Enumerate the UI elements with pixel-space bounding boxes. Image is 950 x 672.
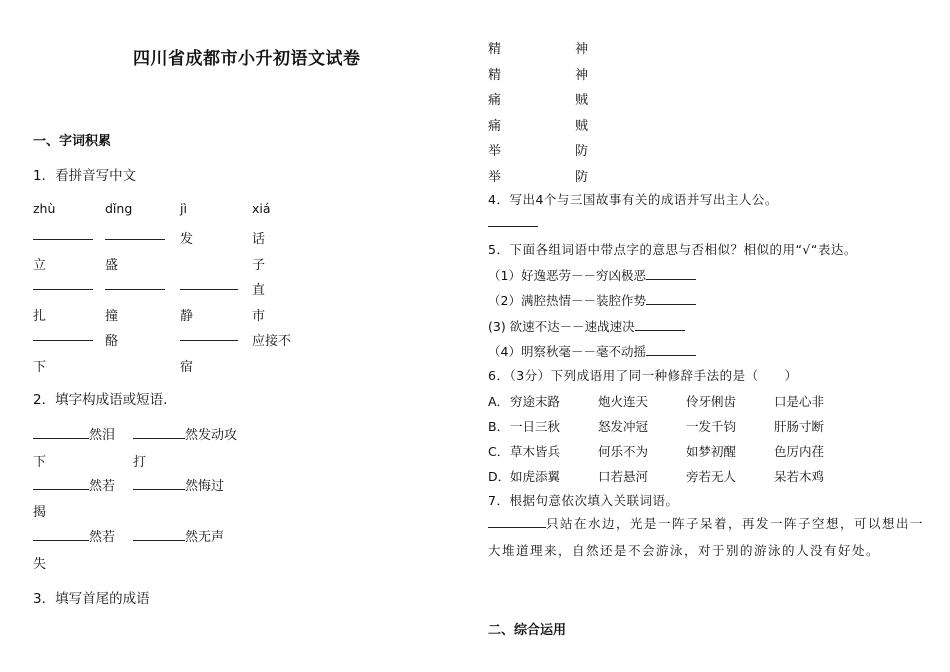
q6-option-item: 色厉内荏 — [774, 444, 825, 459]
q2-item: 然悔过 — [185, 479, 225, 494]
q6-option-item: 何乐不为 — [598, 444, 649, 459]
pair-left: 痛 — [488, 119, 502, 134]
q2-item: 然若 — [89, 530, 116, 545]
q6-option-label: B． — [488, 419, 510, 434]
q6-option-item: 肝肠寸断 — [774, 419, 825, 434]
q5-item: (3) 欲速不达－－速战速决 — [488, 319, 635, 334]
answer-blank[interactable] — [133, 426, 185, 439]
pair-left: 痛 — [488, 93, 502, 108]
grid-char: 宿 — [180, 360, 194, 375]
pair-right: 神 — [575, 68, 589, 83]
question-7-text: 只站在水边，光是一阵子呆着，再发一阵子空想，可以想出一大堆道理来，自然还是不会游泳，对于别的游泳的人没有好处。 — [488, 516, 925, 558]
grid-char: 直 — [252, 283, 266, 298]
grid-char: 静 — [180, 309, 194, 324]
q6-option-item: 炮火连天 — [598, 394, 649, 409]
q2-item: 然若 — [89, 479, 116, 494]
q6-option-item: 如梦初醒 — [686, 444, 737, 459]
q6-option-item: 伶牙俐齿 — [686, 394, 737, 409]
answer-blank[interactable] — [635, 318, 685, 331]
q6-option-label: D． — [488, 469, 511, 484]
q6-option-item: 呆若木鸡 — [774, 469, 825, 484]
q6-option-item: 口是心非 — [774, 394, 825, 409]
grid-char: 话 — [252, 232, 266, 247]
answer-blank[interactable] — [105, 277, 165, 290]
q2-item: 打 — [133, 455, 147, 470]
pinyin-4: xiá — [252, 201, 271, 216]
grid-char: 应接不 — [252, 334, 292, 349]
pair-left: 精 — [488, 68, 502, 83]
q5-item: （2）满腔热情－－装腔作势 — [488, 293, 646, 308]
answer-blank[interactable] — [488, 515, 546, 528]
answer-blank[interactable] — [33, 328, 93, 341]
q5-item: （4）明察秋毫－－毫不动摇 — [488, 344, 646, 359]
question-7: 7．根据句意依次填入关联词语。 — [488, 493, 679, 508]
q6-option-item: 如虎添翼 — [510, 469, 561, 484]
question-3: 3．填写首尾的成语 — [33, 591, 150, 607]
question-5: 5．下面各组词语中带点字的意思与否相似？相似的用“√“表达。 — [488, 242, 857, 257]
pair-right: 贼 — [575, 93, 589, 108]
q6-option-item: 一发千钧 — [686, 419, 737, 434]
grid-char: 市 — [252, 309, 266, 324]
q6-option-item: 草木皆兵 — [510, 444, 561, 459]
section-heading-1: 一、字词积累 — [33, 134, 112, 149]
grid-char: 下 — [33, 360, 47, 375]
answer-blank[interactable] — [33, 227, 93, 240]
grid-char: 撞 — [105, 309, 119, 324]
pinyin-2: dǐng — [105, 201, 133, 216]
grid-char: 发 — [180, 232, 194, 247]
q6-option-item: 穷途末路 — [510, 394, 561, 409]
answer-blank[interactable] — [105, 227, 165, 240]
question-7-paragraph — [488, 510, 928, 564]
q6-option-item: 怒发冲冠 — [598, 419, 649, 434]
answer-blank[interactable] — [33, 528, 89, 541]
grid-char: 扎 — [33, 309, 47, 324]
answer-blank[interactable] — [133, 477, 185, 490]
answer-blank[interactable] — [646, 267, 696, 280]
page-title: 四川省成都市小升初语文试卷 — [133, 49, 361, 69]
q5-item: （1）好逸恶劳－－穷凶极恶 — [488, 268, 646, 283]
question-6: 6．（3分）下列成语用了同一种修辞手法的是（ ） — [488, 368, 798, 383]
q2-item: 然发动攻 — [185, 428, 238, 443]
pair-left: 精 — [488, 42, 502, 57]
q2-item: 揭 — [33, 505, 47, 520]
q6-option-label: A． — [488, 394, 510, 409]
question-4: 4．写出4个与三国故事有关的成语并写出主人公。 — [488, 192, 778, 207]
grid-char: 子 — [252, 258, 266, 273]
grid-char: 盛 — [105, 258, 119, 273]
question-2: 2．填字构成语或短语. — [33, 392, 168, 408]
q6-option-item: 旁若无人 — [686, 469, 737, 484]
answer-blank[interactable] — [646, 292, 696, 305]
answer-blank[interactable] — [133, 528, 185, 541]
q2-item: 失 — [33, 557, 47, 572]
q2-item: 然泪 — [89, 428, 116, 443]
pinyin-3: jì — [180, 201, 187, 216]
answer-blank[interactable] — [488, 214, 538, 227]
answer-blank[interactable] — [33, 426, 89, 439]
grid-char: 立 — [33, 258, 47, 273]
pair-right: 神 — [575, 42, 589, 57]
pair-right: 防 — [575, 144, 589, 159]
question-1: 1．看拼音写中文 — [33, 168, 137, 184]
section-heading-2: 二、综合运用 — [488, 623, 567, 638]
answer-blank[interactable] — [33, 477, 89, 490]
pair-left: 举 — [488, 144, 502, 159]
q2-item: 下 — [33, 455, 47, 470]
pair-left: 举 — [488, 170, 502, 185]
answer-blank[interactable] — [33, 277, 93, 290]
q6-option-label: C． — [488, 444, 510, 459]
q2-item: 然无声 — [185, 530, 225, 545]
pinyin-1: zhù — [33, 201, 56, 216]
q6-option-item: 一日三秋 — [510, 419, 561, 434]
answer-blank[interactable] — [180, 277, 238, 290]
answer-blank[interactable] — [646, 343, 696, 356]
answer-blank[interactable] — [180, 328, 238, 341]
pair-right: 贼 — [575, 119, 589, 134]
grid-char: 酪 — [105, 334, 119, 349]
pair-right: 防 — [575, 170, 589, 185]
q6-option-item: 口若悬河 — [598, 469, 649, 484]
